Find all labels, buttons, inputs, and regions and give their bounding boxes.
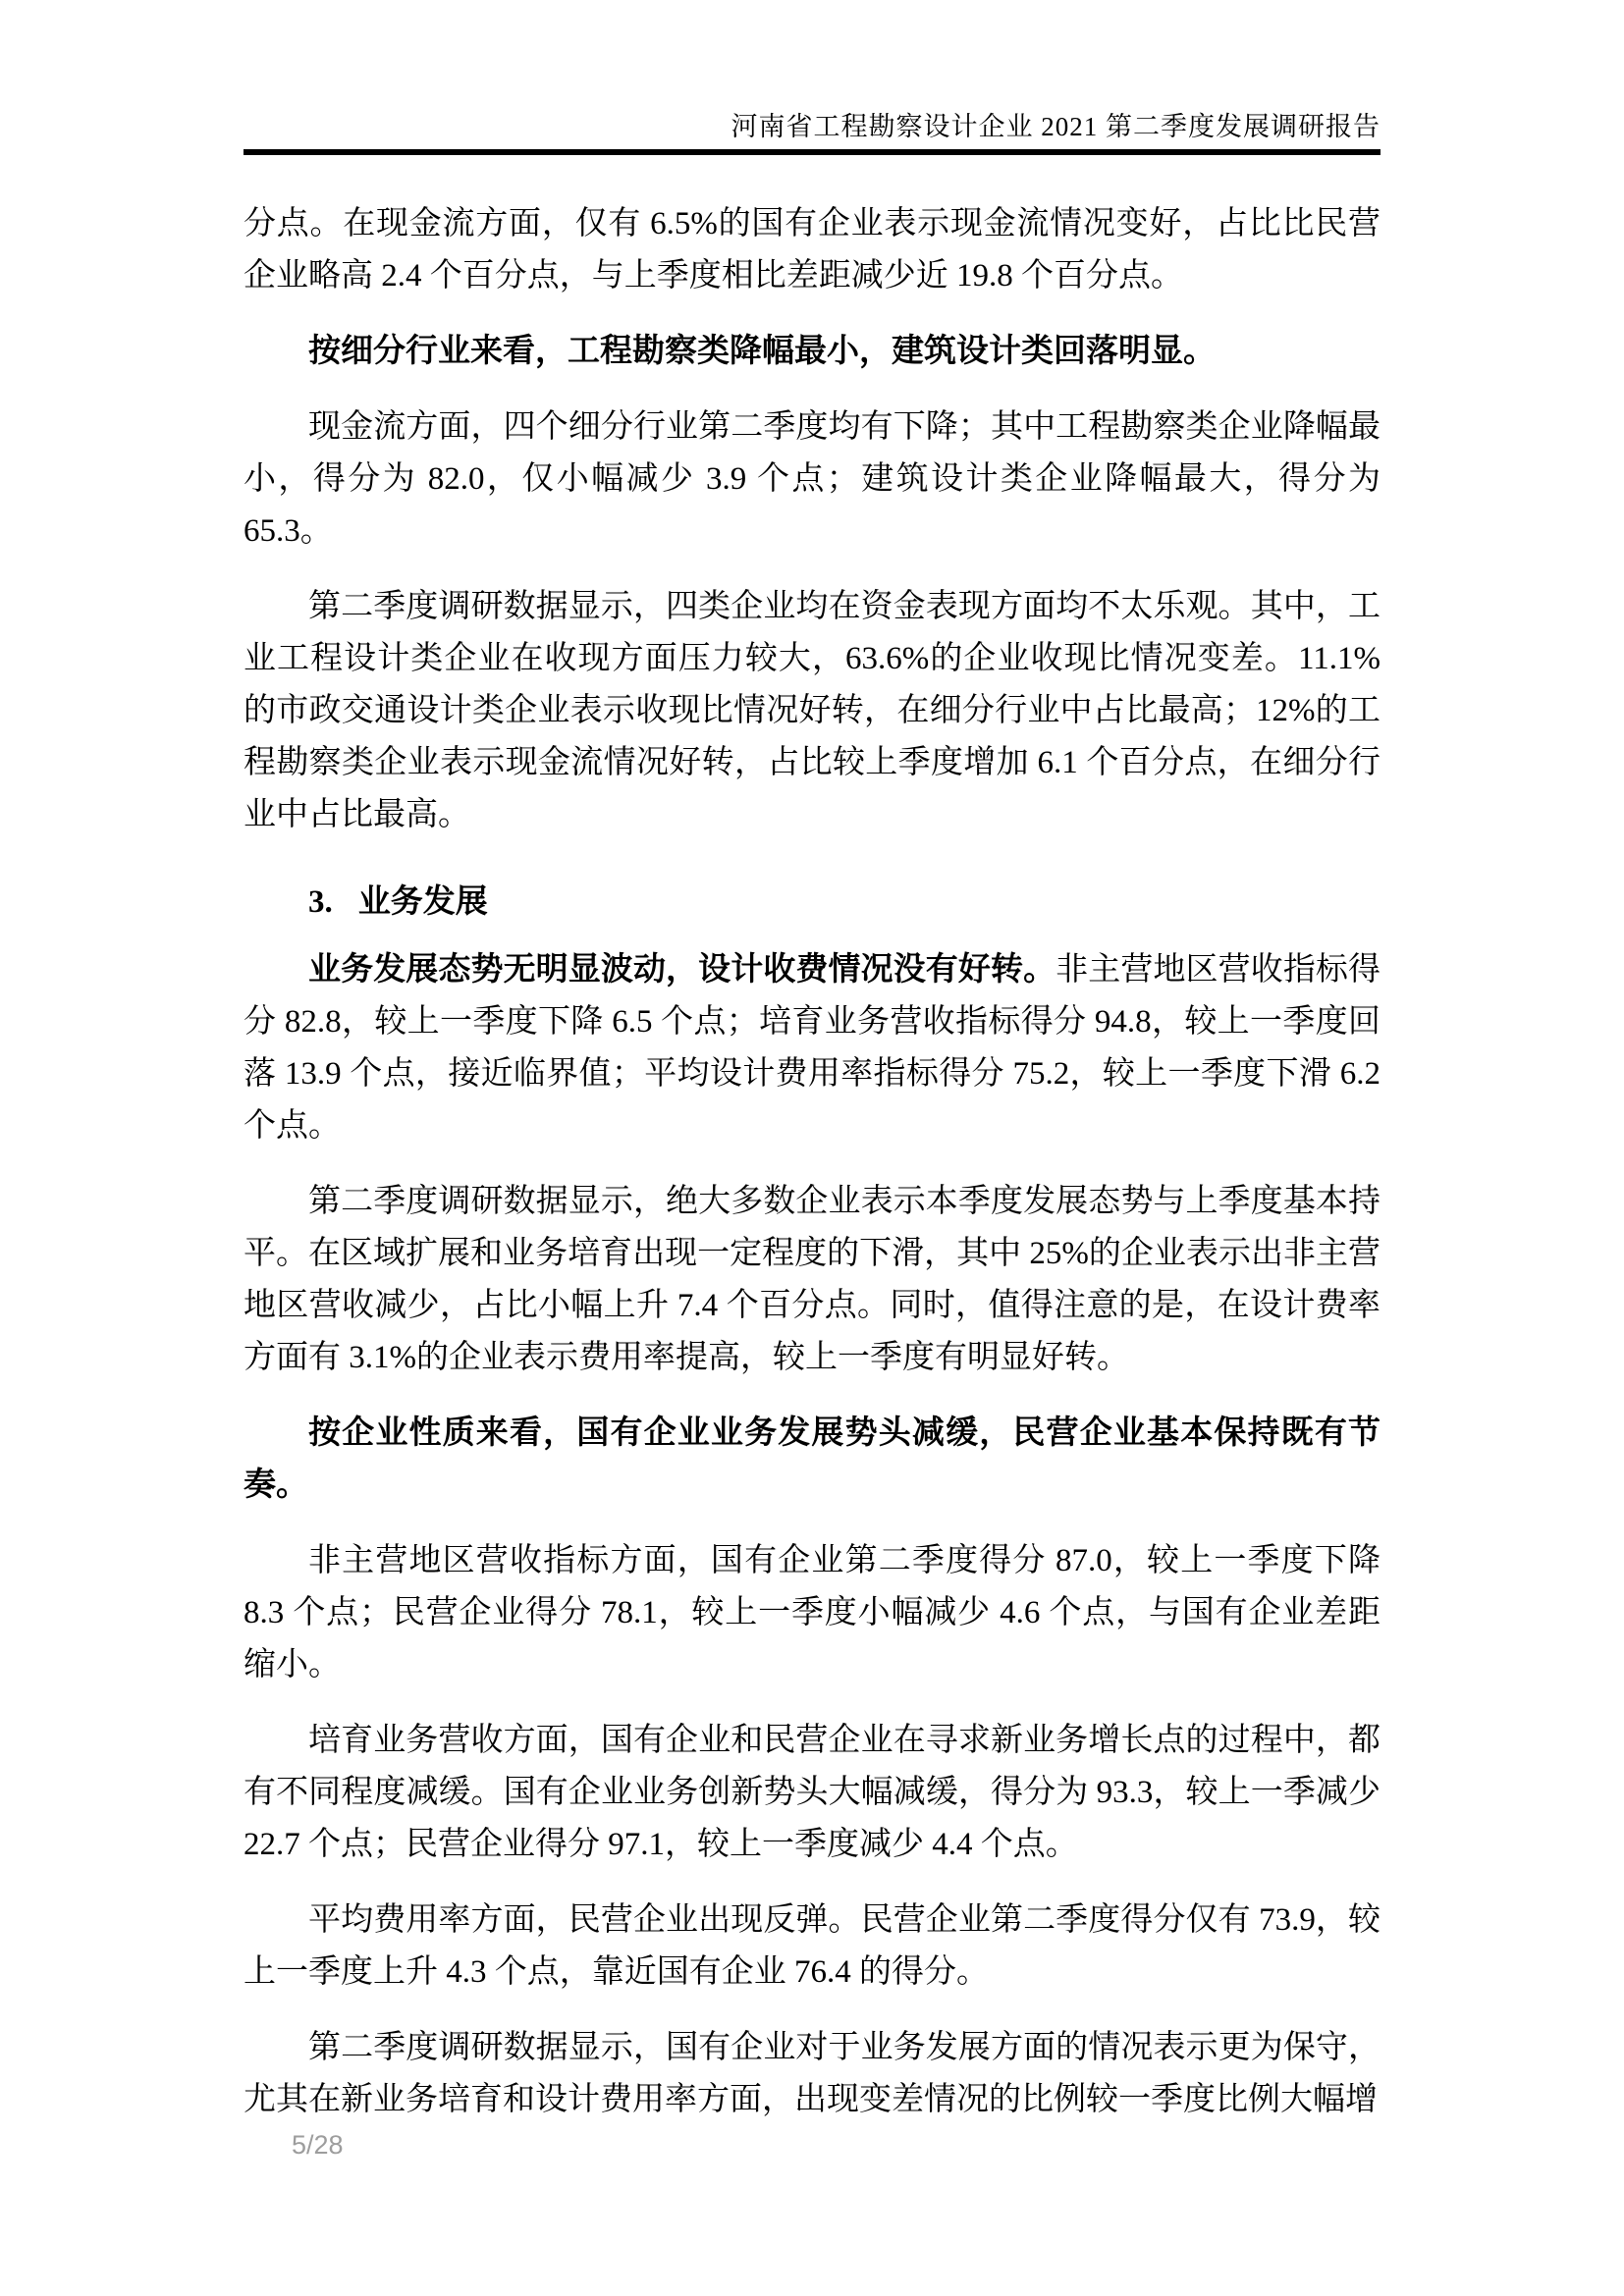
paragraph-business-overview: [244, 944, 1380, 1152]
section-number: 3.: [308, 884, 333, 920]
paragraph-carryover: 分点。在现金流方面，仅有 6.5%的国有企业表示现金流情况变好，占比比民营企业略高 2.4 个百分点，与上季度相比差距减少近 19.8 个百分点。: [244, 206, 1380, 294]
business-overview-lead: 业务发展态势无明显波动，设计收费情况没有好转。: [308, 952, 1056, 988]
page-header: [244, 110, 1380, 155]
section-heading-business-development: [244, 877, 1380, 929]
paragraph-average-fee-rate: 平均费用率方面，民营企业出现反弹。民营企业第二季度得分仅有 73.9，较上一季度上升 4.3 个点，靠近国有企业 76.4 的得分。: [244, 1902, 1380, 1990]
section-title: 业务发展: [357, 884, 488, 920]
paragraph-cashflow-industries: 现金流方面，四个细分行业第二季度均有下降；其中工程勘察类企业降幅最小，得分为 82.0，仅小幅减少 3.9 个点；建筑设计类企业降幅最大，得分为 65.3。: [244, 409, 1380, 549]
header-title: 河南省工程勘察设计企业 2021 第二季度发展调研报告: [731, 112, 1380, 141]
document-body: [244, 198, 1380, 2126]
paragraph-nonmain-revenue: 非主营地区营收指标方面，国有企业第二季度得分 87.0，较上一季度下降 8.3 个点；民营企业得分 78.1，较上一季度小幅减少 4.6 个点，与国有企业差距缩小。: [244, 1543, 1380, 1682]
paragraph-cultivated-business: 培育业务营收方面，国有企业和民营企业在寻求新业务增长点的过程中，都有不同程度减缓。国有企业业务创新势头大幅减缓，得分为 93.3，较上一季减少 22.7 个点；民营企业得分 97.1，较上一季度减少 4.4 个点。: [244, 1723, 1380, 1862]
text-block: [244, 0, 1380, 2150]
paragraph-q2-cash-survey: 第二季度调研数据显示，四类企业均在资金表现方面均不太乐观。其中，工业工程设计类企业在收现方面压力较大，63.6%的企业收现比情况变差。11.1%的市政交通设计类企业表示收现比情况好转，在细分行业中占比最高；12%的工程勘察类企业表示现金流情况好转，占比较上季度增加 6.1 个百分点，在细分行业中占比最高。: [244, 589, 1380, 832]
page-number: 5/28: [292, 2130, 344, 2160]
paragraph-q2-conservative: 第二季度调研数据显示，国有企业对于业务发展方面的情况表示更为保守，尤其在新业务培育和设计费用率方面，出现变差情况的比例较一季度比例大幅增: [244, 2030, 1380, 2117]
business-overview-rest: 非主营地区营收指标得分 82.8，较上一季度下降 6.5 个点；培育业务营收指标得分 94.8，较上一季度回落 13.9 个点，接近临界值；平均设计费用率指标得分 75.2，较上一季度下滑 6.2 个点。: [244, 952, 1380, 1144]
heading-segment-industry: 按细分行业来看，工程勘察类降幅最小，建筑设计类回落明显。: [308, 334, 1216, 369]
heading-ownership: 按企业性质来看，国有企业业务发展势头减缓，民营企业基本保持既有节奏。: [244, 1415, 1380, 1503]
paragraph-q2-business-survey: 第二季度调研数据显示，绝大多数企业表示本季度发展态势与上季度基本持平。在区域扩展和业务培育出现一定程度的下滑，其中 25%的企业表示出非主营地区营收减少，占比小幅上升 7.4 个百分点。同时，值得注意的是，在设计费率方面有 3.1%的企业表示费用率提高，较上一季度有明显好转。: [244, 1184, 1380, 1375]
